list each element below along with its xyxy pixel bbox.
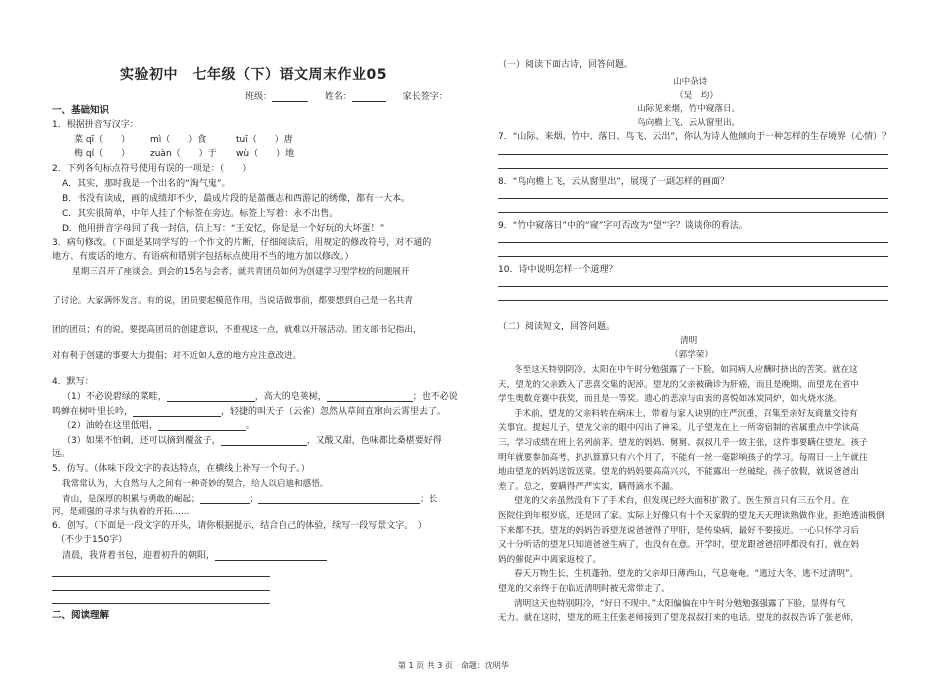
answer-line[interactable] <box>498 212 888 213</box>
essay-line: 又十分听话的望龙只知道爸爸生病了，也没有在意。开学时，望龙跟爸爸招呼都没有打，就在妈 <box>498 540 859 551</box>
q4-text: （3）如果不怕刺，还可以摘到覆盆子， <box>62 436 221 446</box>
q6-note: （不少于150字） <box>56 535 128 545</box>
answer-line[interactable] <box>498 242 888 243</box>
answer-blank[interactable] <box>258 494 420 504</box>
answer-blank[interactable] <box>167 392 255 402</box>
q7-prompt: 7．“山际、来烟、竹中、落日、鸟飞、云出”，你认为诗人他倾向于一种怎样的生存境界（心情）？ <box>498 132 892 142</box>
essay-line: 清明这天也特别阴冷，“好日不现中。”太阳偏偏在中午时分勉勉强强露了下脸，显得有气 <box>514 598 846 609</box>
answer-line[interactable] <box>52 603 270 604</box>
essay-line: 天，望龙的父亲跌入了悲喜交集的泥淖。望龙的父亲被确诊为肝癌，而且是晚期，而望龙在省中 <box>498 379 859 390</box>
answer-line[interactable] <box>498 256 888 257</box>
essay-author: （郭学荣） <box>670 350 713 360</box>
essay-line: 明年就要参加高考，扒扒算算只有六个月了，不能有一丝一毫影响孩子的学习。每周日一上午就往 <box>498 452 868 463</box>
essay-line: 下来都不扶。望龙的妈妈告诉望龙说爸爸得了甲肝，是传染病，最好不要接近。一心只怀学习后 <box>498 525 859 536</box>
essay-line: 无力。就在这时，望龙的班主任张老师接到了望龙叔叔打来的电话。望龙的叔叔告诉了张老师， <box>498 613 859 624</box>
class-label: 班级： <box>245 92 273 102</box>
q2-option-a: A．其实，那时我是一个出名的“淘气鬼”。 <box>62 179 231 189</box>
q8-prompt: 8．“鸟向檐上飞，云从窗里出”，展现了一副怎样的画面？ <box>498 177 730 187</box>
essay-line: 学生奥数竞赛中获奖，而且是一等奖。遗心的悲凉与由衷的喜悦如冰炭同炉，如火烧水浇。 <box>498 394 842 405</box>
q2-option-d: D．他用拼音字母回了我一封信，信上写：“王安忆，你是是一个好玩的大坏蛋！” <box>62 224 385 234</box>
q3-paragraph-line: 了讨论。大家满怀发言。有的说，团员要起模范作用，当说话做事前，都要想到自己是一名共青 <box>52 296 413 306</box>
answer-line[interactable] <box>498 154 888 155</box>
q1-item: 梅 qí（ ） <box>74 149 131 159</box>
q5-line <box>62 494 437 504</box>
answer-line[interactable] <box>52 576 270 577</box>
answer-blank[interactable] <box>327 392 413 402</box>
q5-text: 我常常认为，大自然与人之间有一种奇妙的契合，给人以启迪和感悟。 <box>62 479 329 489</box>
q3-prompt-cont: 地方、有废话的地方、有语病和错别字包括标点使用不当的地方加以修改。） <box>52 252 354 262</box>
q3-paragraph-line: 星期三召开了座谈会。到会的15名与会者，就共青团员如何为创建学习型学校的问题展开 <box>72 267 410 277</box>
q5-text: ； <box>249 494 259 505</box>
q1-item: tuī（ ）唐 <box>236 135 293 145</box>
q1-prompt: 1．根据拼音写汉字： <box>52 120 139 130</box>
q3-paragraph-line: 对有利于创建的事要大力提倡；对不近如人意的地方应注意改进。 <box>52 351 302 361</box>
answer-line[interactable] <box>52 590 270 591</box>
answer-blank[interactable] <box>221 436 307 446</box>
q4-text: （2）油蛉在这里低唱， <box>62 421 158 431</box>
answer-blank[interactable] <box>215 551 327 561</box>
q2-option-b: B．书没有读成，画的成绩却不少，最成片段的是蔷薇志和西游记的绣像，都有一大本。 <box>62 194 411 204</box>
header-info <box>245 92 448 102</box>
q4-line4 <box>62 436 442 446</box>
q5-prompt: 5．仿写。（体味下段文字的表达特点，在横线上补写一个句子。） <box>52 464 310 474</box>
essay-line: 望龙的父亲虽然没有下了手术台，但发现已经大面积扩散了。医生预言只有三五个月。在 <box>514 496 850 507</box>
q4-line2 <box>52 407 446 417</box>
q9-prompt: 9．“竹中窥落日”中的“窥”字可否改为“望”字？谈谈你的看法。 <box>498 221 748 231</box>
essay-line: 冬至这天特别阴冷，太阳在中午时分勉强露了一下脸，如同病人应酬时挤出的苦笑。就在这 <box>514 365 858 375</box>
q5-text: 河，是顽强的寻求与执着的开拓…… <box>52 507 190 517</box>
q1-item: wù（ ）地 <box>236 149 295 159</box>
section-reading: 二、阅读理解 <box>52 610 110 621</box>
q6-start <box>62 551 327 561</box>
answer-line[interactable] <box>498 300 888 301</box>
parent-label: 家长签字： <box>402 92 448 102</box>
q6-text: 清晨，我背着书包，迎着初升的朝阳， <box>62 551 216 561</box>
section-basic: 一、基础知识 <box>52 105 110 116</box>
poem-title: 山中杂诗 <box>673 77 708 87</box>
q1-item: mì（ ）食 <box>150 135 207 145</box>
answer-line[interactable] <box>498 168 888 169</box>
essay-title: 清明 <box>680 336 698 346</box>
answer-blank[interactable] <box>133 407 221 417</box>
q3-prompt: 3．病句修改。（下面是某同学写的一个作文的片断，仔细阅读后，用规定的修改符号，对不通的 <box>52 238 432 248</box>
essay-line: 春天万物生长，生机蓬勃，望龙的父亲却日薄西山，气息奄奄。“逃过大冬，逃不过清明”。 <box>514 569 859 580</box>
name-label: 姓名： <box>324 92 352 102</box>
answer-blank[interactable] <box>158 421 246 431</box>
q4-text: ；也不必说 <box>412 392 458 402</box>
q6-prompt: 6．创写。（下面是一段文字的开头，请你根据提示，结合自己的体验，续写一段写景文字。 ） <box>52 521 427 531</box>
q4-line1 <box>62 392 458 402</box>
part2-prompt: （二）阅读短文，回答问题。 <box>498 322 616 332</box>
answer-line[interactable] <box>498 286 888 287</box>
q3-paragraph-line: 团的团员；有的说，要提高团员的创建意识，不重视这一点，就难以开展活动。团支部书记指出， <box>52 325 422 335</box>
essay-line: 望龙的父亲终于在临近清明时被无常带走了。 <box>498 584 670 594</box>
essay-line: 差了。总之，要瞒得严严实实，瞒得滴水不漏。 <box>498 481 679 492</box>
q4-prompt: 4．默写： <box>52 377 94 387</box>
part1-prompt: （一）阅读下面古诗，回答问题。 <box>498 60 634 70</box>
q4-text: （1）不必说碧绿的菜畦， <box>62 392 167 402</box>
q4-text: 远。 <box>52 449 71 459</box>
q1-item: zuàn（ ）于 <box>150 149 217 159</box>
essay-line: 妈的催促声中离家返校了。 <box>498 554 602 565</box>
q1-item: 菜 qī（ ） <box>74 135 131 145</box>
q2-prompt: 2．下列各句标点符号使用有误的一项是：（ ） <box>52 164 252 174</box>
q4-text: ，轻捷的叫天子（云雀）忽然从草间直窜向云霄里去了。 <box>221 407 447 417</box>
q4-text: 鸣蝉在树叶里长吟， <box>52 407 134 417</box>
q10-prompt: 10．诗中说明怎样一个道理？ <box>498 265 618 275</box>
q5-text: ；长 <box>420 494 438 505</box>
q2-option-c: C．其实很简单，中年人挂了个标签在旁边。标签上写着：永不出售。 <box>62 209 339 219</box>
essay-line: 关事宜。提起儿子，望龙父亲的眼中闪出了神采。儿子望龙在上一所寄宿制的省属重点中学读高 <box>498 423 859 434</box>
essay-line: 地由望龙的妈妈送饭送菜。望龙的妈妈要高高兴兴，不能露出一丝破绽。孩子放假，就说爸爸出 <box>498 467 859 478</box>
essay-line: 三，学习成绩在班上名列前茅。望龙的妈妈、舅舅、叔叔几乎一致主张，这件事要瞒住望龙。孩子 <box>498 438 868 448</box>
essay-line: 手术前，望龙的父亲料转在病床上，带着与家人诀别的庄严沉重，召集至亲好友商量交待有 <box>514 408 858 419</box>
page-footer: 第 1 页 共 3 页 命题：沈明华 <box>398 661 509 670</box>
answer-blank[interactable] <box>200 494 250 504</box>
answer-line[interactable] <box>498 198 888 199</box>
essay-line: 医院住到年根岁底，还是回了家。实际上好像只有十个天家假的望龙天天理读熟做作业，拒绝透油极倒 <box>498 511 885 521</box>
poem-line: 鸟向檐上飞，云从窗里出。 <box>637 118 741 128</box>
q4-line3: （2）油蛉在这里低唱， 。 <box>62 421 255 431</box>
q4-text: ，又酸又甜，色味都比桑椹要好得 <box>306 436 442 446</box>
name-blank[interactable] <box>352 92 386 102</box>
q5-text: 青山，是深厚的积累与勇敢的崛起； <box>62 494 200 505</box>
poem-author: （吴 均） <box>675 91 718 101</box>
page-title: 实验初中 七年级（下）语文周末作业05 <box>120 67 387 83</box>
q4-text: ，高大的皂荚树， <box>254 392 327 402</box>
class-blank[interactable] <box>272 92 308 102</box>
poem-line: 山际见来烟，竹中窥落日。 <box>637 104 741 114</box>
